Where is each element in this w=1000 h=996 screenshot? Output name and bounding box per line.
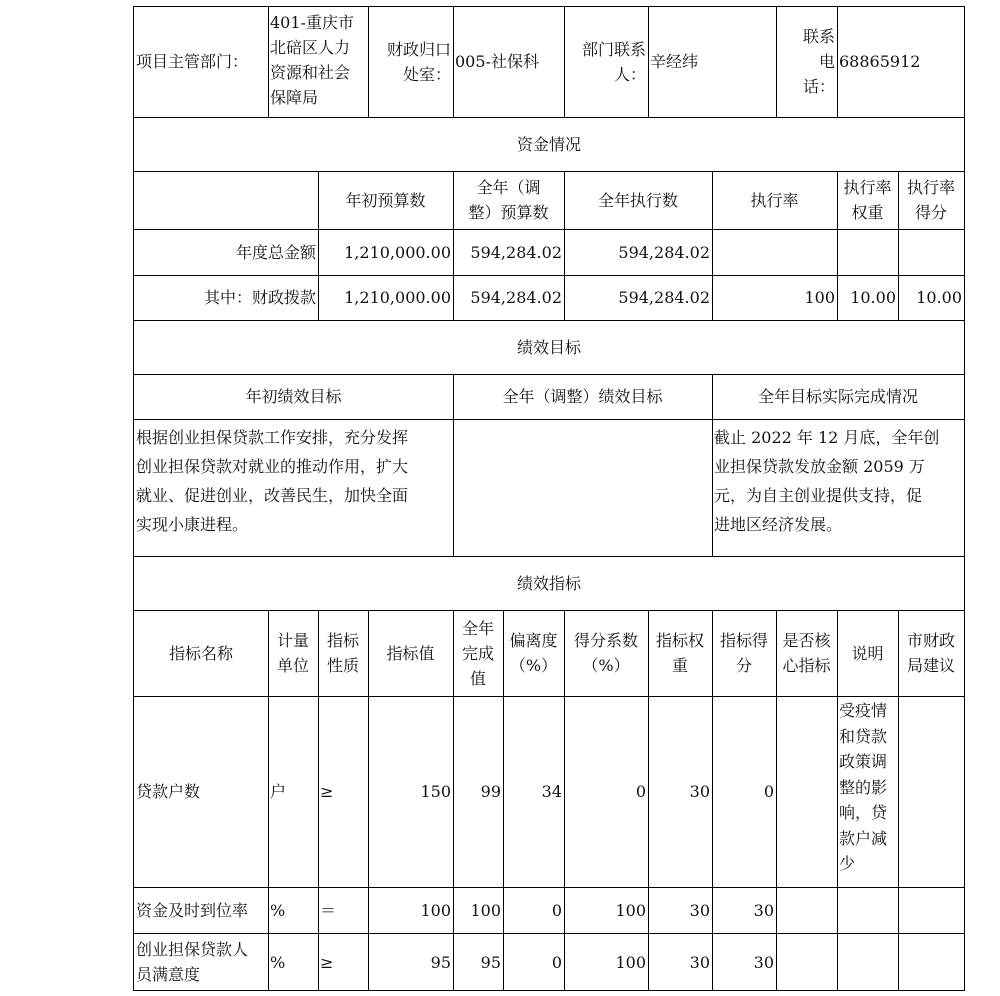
ind-head-note: 说明 — [851, 643, 884, 663]
ind-head-actual: 全年 完成 值 — [461, 618, 494, 688]
finance-value: 005-社保科 — [455, 52, 539, 71]
ind-row-3-unit: % — [270, 952, 286, 972]
grid-line — [134, 171, 965, 172]
ind-row-1-unit: 户 — [270, 782, 287, 801]
goals-col-actual: 全年目标实际完成情况 — [757, 387, 918, 406]
ind-row-2-actual: 100 — [470, 900, 501, 920]
grid-line — [712, 610, 713, 991]
funds-section-title: 资金情况 — [516, 134, 581, 154]
ind-row-2-note — [837, 887, 898, 933]
funds-row-total-weight — [837, 229, 898, 275]
ind-row-3-score: 30 — [753, 952, 774, 972]
ind-head-score: 指标得 分 — [719, 631, 768, 675]
ind-row-1-deviation: 34 — [541, 782, 562, 801]
ind-row-1-name: 贷款户数 — [136, 782, 201, 801]
funds-row-total-score — [898, 229, 964, 275]
grid-line — [134, 374, 965, 375]
ind-row-3-name: 创业担保贷款人 员满意度 — [136, 940, 249, 984]
grid-line — [134, 610, 965, 611]
phone-label: 联系 电 话： — [802, 27, 835, 96]
funds-row-fiscal-executed: 594,284.02 — [618, 288, 710, 307]
grid-line — [134, 275, 965, 276]
dept-label: 项目主管部门： — [136, 52, 249, 71]
ind-row-1-nature: ≥ — [320, 782, 334, 801]
funds-row-fiscal-budget: 1,210,000.00 — [344, 288, 451, 307]
ind-row-3-coefficient: 100 — [615, 952, 646, 972]
grid-line — [564, 171, 565, 320]
grid-line — [898, 171, 899, 320]
ind-head-target: 指标值 — [386, 643, 435, 663]
grid-line — [453, 171, 454, 320]
grid-line — [318, 610, 319, 991]
goals-initial-text: 根据创业担保贷款工作安排，充分发挥 创业担保贷款对就业的推动作用，扩大 就业、促进创业，改善民生，加快全面 实现小康进程。 — [136, 428, 409, 534]
ind-row-1-coefficient: 0 — [635, 782, 646, 801]
ind-row-2-coefficient: 100 — [615, 900, 646, 920]
funds-col-adjusted: 全年（调 整）预算数 — [468, 178, 549, 222]
funds-col-score: 执行率 得分 — [906, 178, 955, 222]
funds-row-fiscal-label: 其中：财政拨款 — [203, 288, 316, 307]
ind-head-deviation: 偏离度 （%） — [509, 631, 558, 675]
funds-col-executed: 全年执行数 — [597, 190, 678, 210]
contact-label: 部门联系 人： — [581, 39, 646, 84]
grid-line — [712, 374, 713, 556]
grid-line — [648, 610, 649, 991]
grid-line — [134, 933, 965, 934]
funds-col-rate: 执行率 — [750, 190, 799, 210]
ind-head-coefficient: 得分系数 （%） — [573, 631, 638, 675]
ind-head-unit: 计量 单位 — [276, 631, 309, 675]
ind-row-2-core — [776, 887, 837, 933]
grid-line — [134, 117, 965, 118]
funds-row-total-budget: 1,210,000.00 — [344, 242, 451, 262]
grid-line — [453, 374, 454, 556]
ind-row-2-nature: ＝ — [320, 900, 337, 920]
grid-line — [648, 6, 649, 117]
ind-head-core: 是否核 心指标 — [782, 631, 831, 675]
funds-col-budget: 年初预算数 — [345, 190, 426, 210]
ind-row-3-weight: 30 — [689, 952, 710, 972]
grid-line — [837, 6, 838, 117]
goals-actual-text: 截止 2022 年 12 月底，全年创 业担保贷款发放金额 2059 万 元，为自主创业提供支持，促 进地区经济发展。 — [714, 428, 940, 534]
ind-row-3-actual: 95 — [480, 952, 501, 972]
grid-line — [134, 6, 965, 7]
funds-row-total-adjusted: 594,284.02 — [470, 242, 562, 262]
phone-value: 68865912 — [839, 52, 921, 71]
ind-row-3-note — [837, 933, 898, 991]
grid-line — [837, 171, 838, 320]
ind-row-1-weight: 30 — [689, 782, 710, 801]
ind-row-2-target: 100 — [420, 900, 451, 920]
grid-line — [368, 6, 369, 117]
ind-row-2-weight: 30 — [689, 900, 710, 920]
grid-line — [564, 6, 565, 117]
goals-col-adjusted: 全年（调整）绩效目标 — [502, 387, 663, 406]
ind-head-suggestion: 市财政 局建议 — [906, 631, 955, 675]
grid-line — [268, 610, 269, 991]
grid-line — [837, 610, 838, 991]
ind-row-2-unit: % — [270, 900, 286, 920]
grid-line — [134, 229, 965, 230]
grid-line — [776, 6, 777, 117]
ind-row-1-suggestion — [898, 696, 964, 887]
funds-row-total-label: 年度总金额 — [235, 242, 316, 262]
goals-col-initial: 年初绩效目标 — [245, 387, 342, 406]
grid-line — [776, 610, 777, 991]
funds-row-fiscal-rate: 100 — [804, 288, 835, 307]
grid-line — [134, 990, 965, 991]
finance-label: 财政归口 处室： — [386, 39, 451, 84]
ind-row-1-actual: 99 — [480, 782, 501, 801]
funds-row-fiscal-score: 10.00 — [916, 288, 962, 307]
ind-row-2-score: 30 — [753, 900, 774, 920]
indicators-section-title: 绩效指标 — [516, 573, 581, 593]
grid-line — [134, 696, 965, 697]
ind-row-1-core — [776, 696, 837, 887]
ind-row-3-target: 95 — [430, 952, 451, 972]
grid-line — [318, 171, 319, 320]
goals-adjusted-text — [453, 419, 712, 556]
funds-row-fiscal-adjusted: 594,284.02 — [470, 288, 562, 307]
ind-row-1-score: 0 — [763, 782, 774, 801]
ind-head-nature: 指标 性质 — [326, 631, 359, 675]
grid-line — [134, 887, 965, 888]
grid-line — [368, 610, 369, 991]
ind-row-2-suggestion — [898, 887, 964, 933]
grid-line — [134, 419, 965, 420]
grid-line — [898, 610, 899, 991]
ind-row-2-name: 资金及时到位率 — [136, 900, 249, 920]
contact-value: 辛经纬 — [650, 52, 699, 71]
funds-row-fiscal-weight: 10.00 — [850, 288, 896, 307]
funds-row-total-executed: 594,284.02 — [618, 242, 710, 262]
ind-row-1-target: 150 — [420, 782, 451, 801]
grid-line — [503, 610, 504, 991]
goals-section-title: 绩效目标 — [516, 337, 581, 357]
ind-row-3-deviation: 0 — [551, 952, 562, 972]
ind-row-3-core — [776, 933, 837, 991]
ind-head-weight: 指标权 重 — [655, 631, 704, 675]
funds-col-weight: 执行率 权重 — [843, 178, 892, 222]
grid-line — [134, 556, 965, 557]
grid-line — [453, 6, 454, 117]
grid-line — [564, 610, 565, 991]
ind-row-3-nature: ≥ — [320, 952, 334, 972]
grid-line — [133, 6, 134, 991]
grid-line — [134, 320, 965, 321]
grid-line — [453, 610, 454, 991]
grid-line — [268, 6, 269, 117]
funds-row-total-rate — [712, 229, 837, 275]
ind-row-2-deviation: 0 — [551, 900, 562, 920]
grid-line — [712, 171, 713, 320]
grid-line — [964, 6, 965, 991]
ind-row-3-suggestion — [898, 933, 964, 991]
ind-head-name: 指标名称 — [168, 643, 233, 663]
ind-row-1-note: 受疫情 和贷款 政策调 整的影 响，贷 款户减 少 — [839, 701, 888, 873]
dept-value: 401-重庆市 北碚区人力 资源和社会 保障局 — [270, 13, 354, 107]
